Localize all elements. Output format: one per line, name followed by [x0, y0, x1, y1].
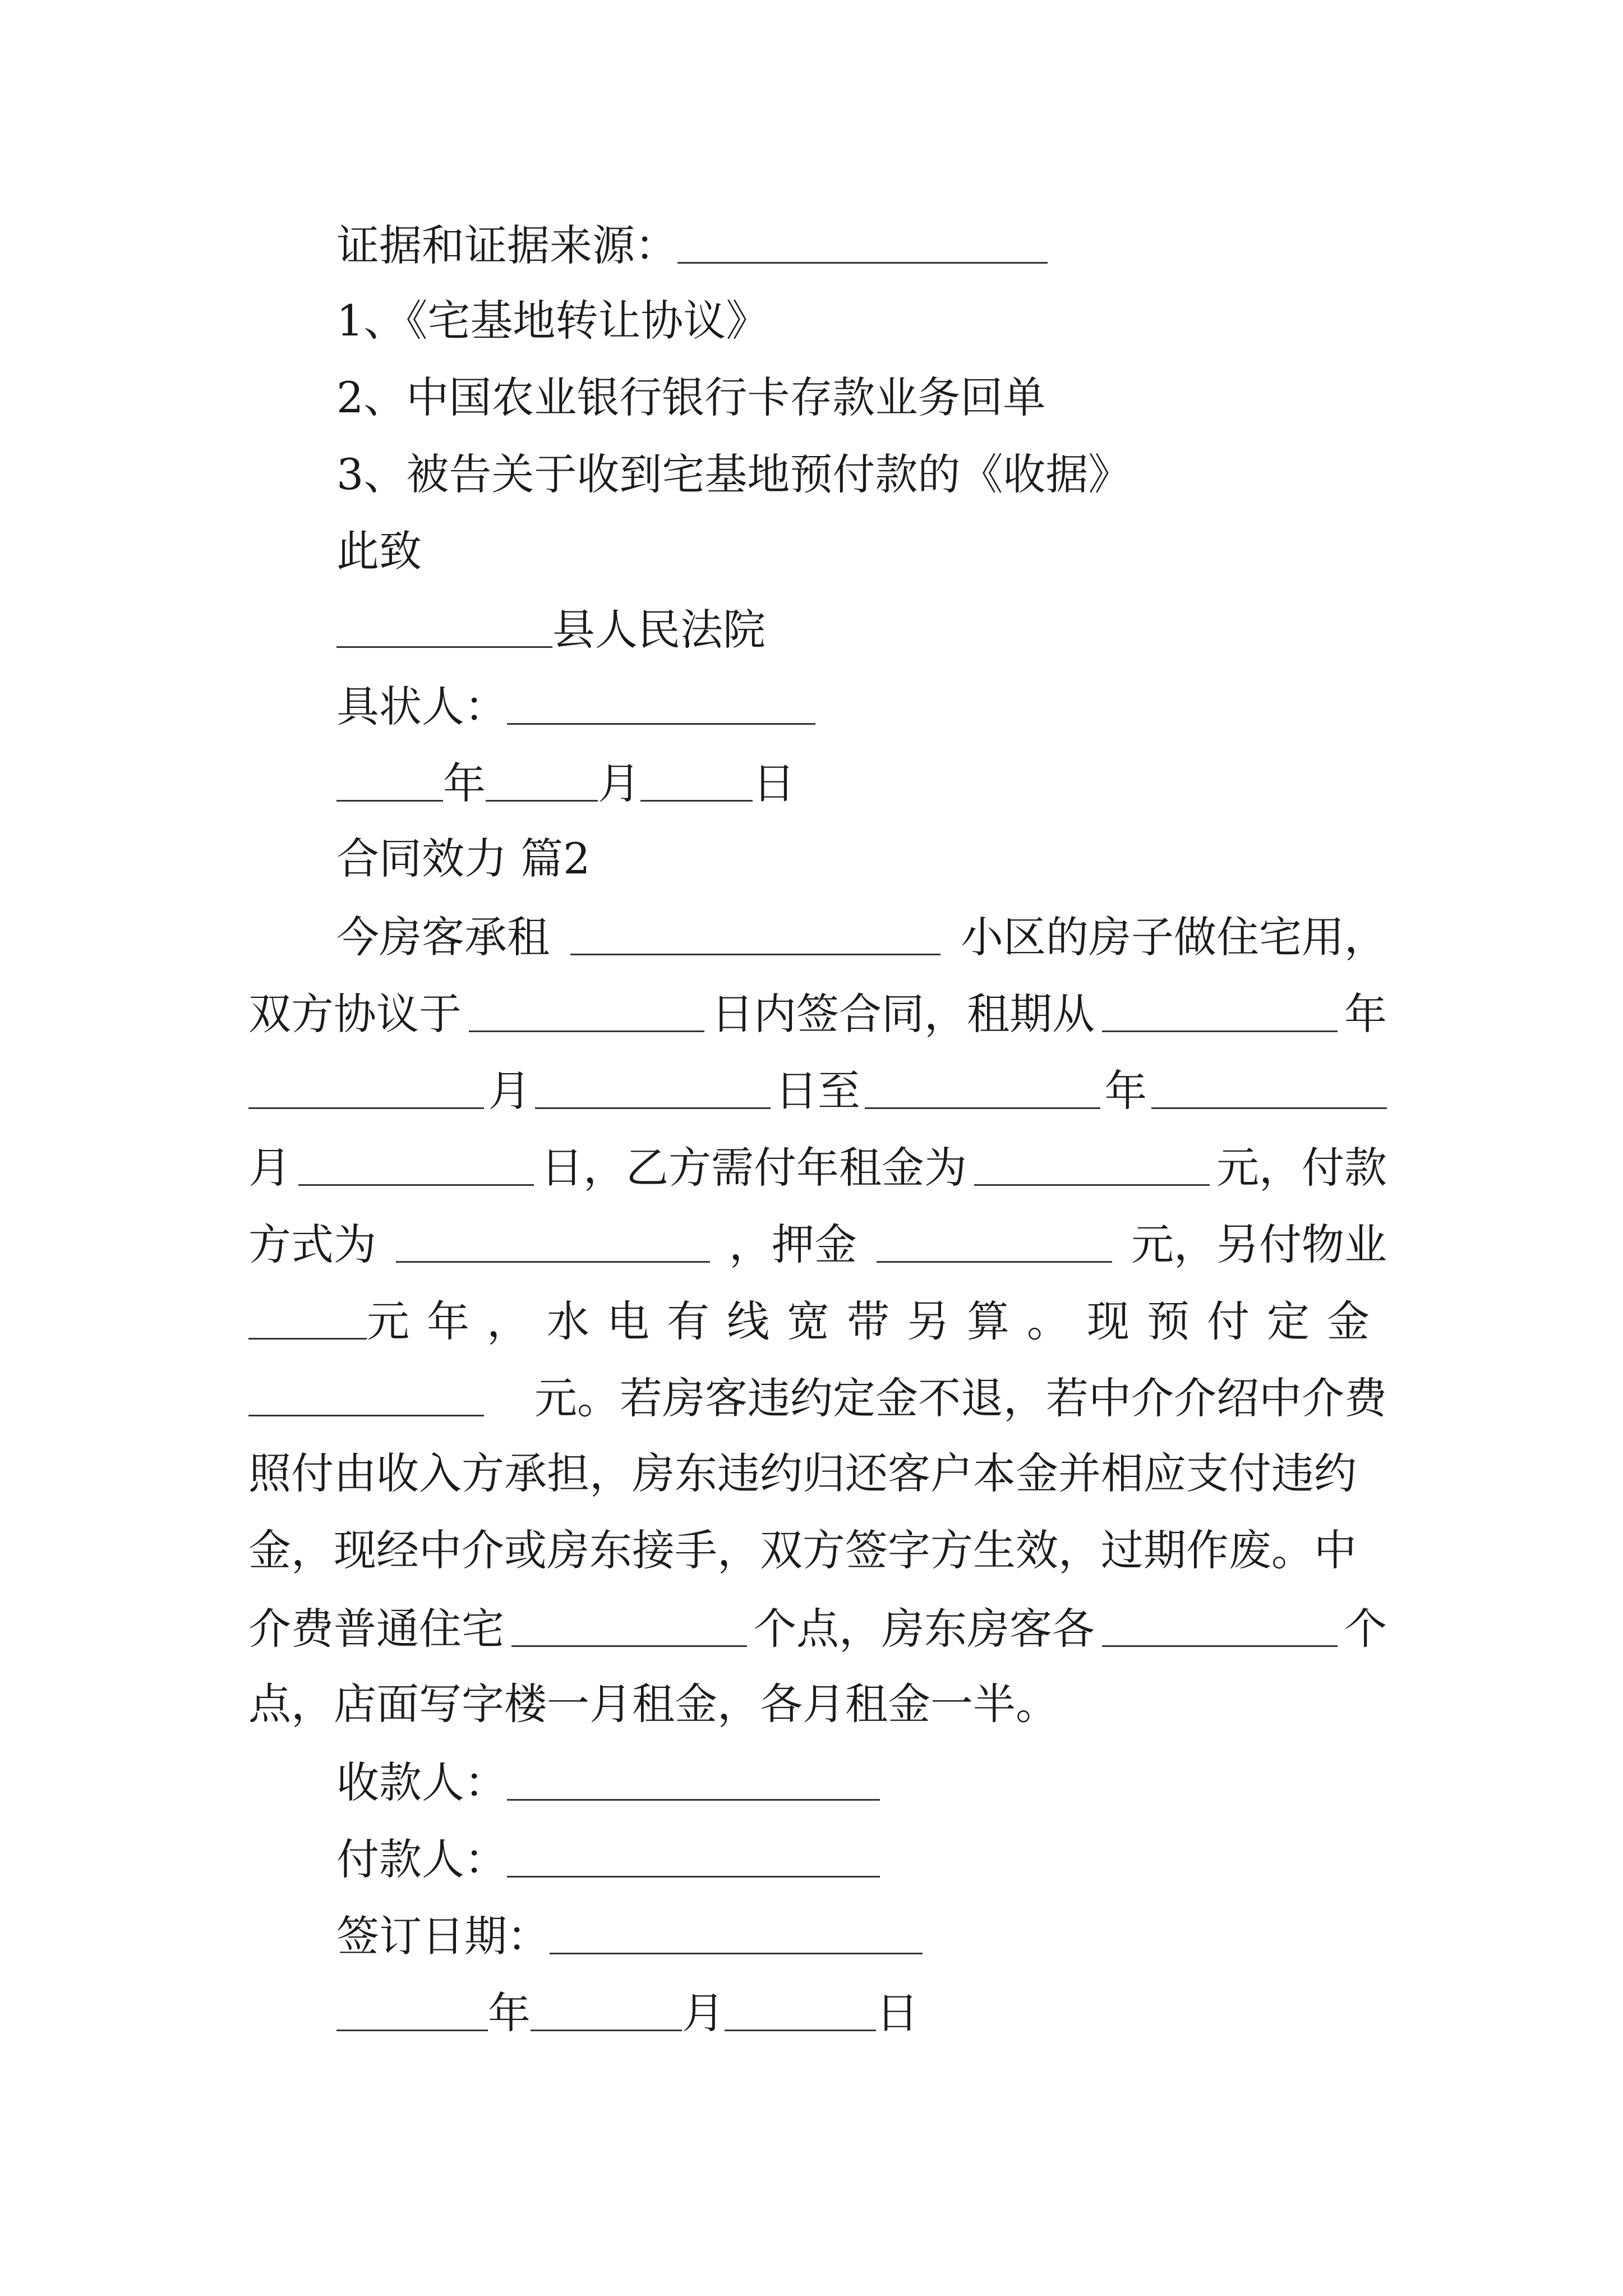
- text-segment: 元，付款: [1216, 1143, 1387, 1193]
- evidence-heading: 证据和证据来源：: [336, 220, 677, 270]
- day-label: 日: [876, 1988, 919, 2038]
- text-segment: 元，另付物业: [1131, 1220, 1387, 1269]
- year-label: 年: [443, 758, 486, 808]
- payer-label: 付款人：: [336, 1834, 507, 1884]
- court-line: [336, 600, 1387, 658]
- paragraph-line: [248, 1599, 1387, 1657]
- court-suffix: 县人民法院: [552, 605, 766, 655]
- paragraph-line: 点，店面写字楼一月租金，各月租金一半。: [248, 1679, 1058, 1729]
- month-label: 月: [682, 1988, 725, 2038]
- paragraph-line: [248, 1138, 1387, 1196]
- text-segment: 日内签合同，租期从: [711, 989, 1095, 1039]
- text-segment: 方式为: [248, 1220, 376, 1269]
- month-blank[interactable]: [486, 757, 598, 802]
- each-party-points-blank[interactable]: [1102, 1603, 1338, 1647]
- plaintiff-line: [336, 677, 1387, 735]
- text-segment: 介费普通住宅: [248, 1604, 504, 1654]
- evidence-heading-line: [336, 216, 1387, 274]
- property-fee-blank[interactable]: [248, 1295, 367, 1340]
- text-segment: 今房客承租: [336, 912, 550, 962]
- paragraph-line: 照付由收入方承担，房东违约归还客户本金并相应支付违约: [248, 1448, 1357, 1498]
- evidence-item: 2、中国农业银行银行卡存款业务回单: [336, 372, 1046, 422]
- text-segment: 元年，水电有线宽带另算。现预付定金: [367, 1296, 1387, 1346]
- text-segment: 双方协议于: [248, 989, 462, 1039]
- evidence-item: 1、《宅基地转让协议》: [336, 296, 769, 346]
- paragraph-line: [248, 1215, 1387, 1273]
- paragraph-line: [248, 1369, 1387, 1427]
- prepaid-deposit-blank[interactable]: [248, 1372, 484, 1416]
- year-blank[interactable]: [336, 1987, 488, 2031]
- text-segment: 日，乙方需付年租金为: [541, 1143, 967, 1193]
- payer-blank[interactable]: [507, 1833, 880, 1878]
- paragraph-line: [248, 1061, 1387, 1119]
- start-month-blank[interactable]: [248, 1065, 484, 1109]
- payee-label: 收款人：: [336, 1757, 507, 1807]
- paragraph-line: [248, 1292, 1387, 1350]
- community-blank[interactable]: [570, 911, 940, 955]
- evidence-item: 3、被告关于收到宅基地预付款的《收据》: [336, 449, 1131, 499]
- payee-line: [336, 1753, 1387, 1811]
- start-year-blank[interactable]: [1102, 988, 1338, 1032]
- year-label: 年: [488, 1988, 531, 2038]
- day-label: 日: [753, 758, 795, 808]
- year-blank[interactable]: [336, 757, 443, 802]
- month-label: 月: [598, 758, 640, 808]
- day-blank[interactable]: [725, 1987, 876, 2031]
- closing-date-line: [336, 754, 1387, 812]
- text-segment: 月: [248, 1143, 291, 1193]
- text-segment: 月: [488, 1066, 531, 1116]
- start-day-blank[interactable]: [535, 1065, 771, 1109]
- payer-line: [336, 1830, 1387, 1888]
- paragraph-line: [248, 984, 1387, 1042]
- text-segment: 小区的房子做住宅用，: [961, 912, 1387, 962]
- end-month-blank[interactable]: [1151, 1065, 1387, 1109]
- sign-date-blank[interactable]: [550, 1910, 923, 1954]
- sign-days-blank[interactable]: [469, 988, 704, 1032]
- text-segment: 个: [1344, 1604, 1387, 1654]
- text-segment: 元。若房客违约定金不退，若中介介绍中介费: [534, 1373, 1387, 1423]
- plaintiff-blank[interactable]: [507, 680, 815, 725]
- court-name-blank[interactable]: [336, 604, 552, 648]
- text-segment: ，押金: [729, 1220, 857, 1269]
- sign-date-label: 签订日期：: [336, 1911, 550, 1961]
- annual-rent-blank[interactable]: [974, 1142, 1210, 1186]
- sign-date-line: [336, 1907, 1387, 1964]
- text-segment: 个点，房东房客各: [754, 1604, 1095, 1654]
- paragraph-line: 金，现经中介或房东接手，双方签字方生效，过期作废。中: [248, 1525, 1357, 1575]
- signature-date-line: [336, 1984, 1387, 2041]
- text-segment: 年: [1344, 989, 1387, 1039]
- section-heading: 合同效力 篇2: [336, 834, 591, 884]
- payee-blank[interactable]: [507, 1756, 880, 1801]
- end-day-blank[interactable]: [298, 1142, 534, 1186]
- end-year-blank[interactable]: [865, 1065, 1100, 1109]
- month-blank[interactable]: [531, 1987, 682, 2031]
- paragraph-line: [336, 908, 1387, 965]
- payment-method-blank[interactable]: [396, 1218, 710, 1263]
- text-segment: 日至: [774, 1066, 860, 1116]
- text-segment: 年: [1104, 1066, 1147, 1116]
- day-blank[interactable]: [640, 757, 753, 802]
- deposit-blank[interactable]: [877, 1218, 1112, 1263]
- commission-points-blank[interactable]: [511, 1603, 747, 1647]
- plaintiff-label: 具状人：: [336, 682, 507, 731]
- salutation: 此致: [336, 526, 422, 576]
- evidence-source-blank[interactable]: [677, 219, 1048, 264]
